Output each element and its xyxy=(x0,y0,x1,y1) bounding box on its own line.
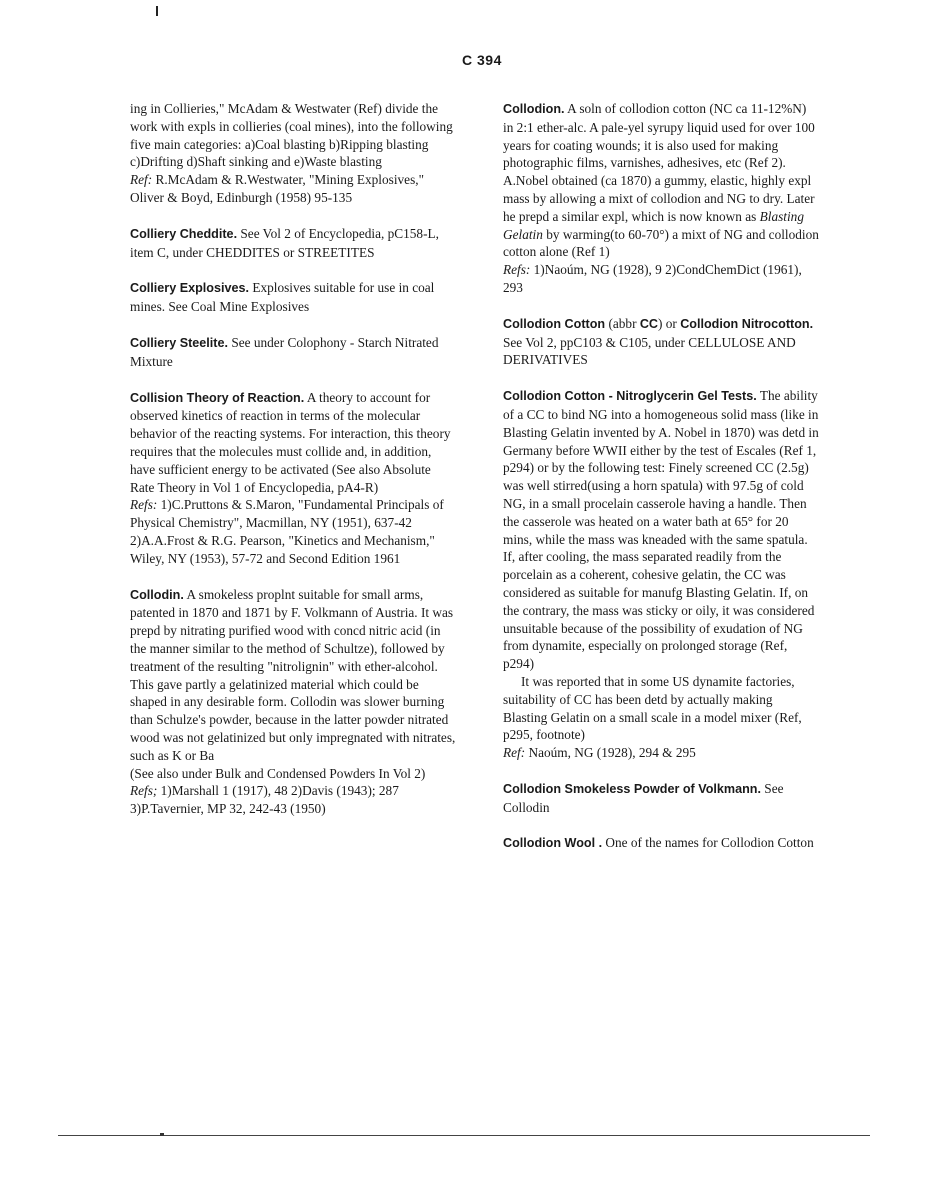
entry-term: Colliery Explosives. xyxy=(130,281,249,296)
entry-collodin xyxy=(130,586,456,818)
entry-colliery-explosives xyxy=(130,279,456,316)
refs-text: 1)Naoúm, NG (1928), 9 2)CondChemDict (1961), 293 xyxy=(503,262,802,295)
entry-text: See Collodin xyxy=(503,780,784,815)
refs-label: Refs: xyxy=(503,262,531,278)
entry-collodion-wool xyxy=(503,834,819,853)
entry-text: See Vol 2, ppC103 & C105, under CELLULOSE AND DERIVATIVES xyxy=(503,334,796,368)
entry-text: ing in Collieries," McAdam & Westwater (Ref) divide the work with expls in collieries (coal mines), into the following five main categories: a)Coal blasting b)Ripping blasting c)Drifting d)Shaft sinking and e)Waste blasting xyxy=(130,101,453,170)
entry-text: ) or xyxy=(658,315,681,331)
entry-text: A theory to account for observed kinetics of reaction in terms of the molecular behavior of the reacting systems. For interaction, this theory requires that the molecules must collide and, in addition, have sufficient energy to be activated (See also Absolute Rate Theory in Vol 1 of Encyclopedia, pA4-R) xyxy=(130,389,451,495)
entry-term: Collodion Smokeless Powder of Volkmann. xyxy=(503,781,761,796)
entry-term: Collodion Cotton xyxy=(503,316,606,331)
refs-text: R.McAdam & R.Westwater, "Mining Explosives," Oliver & Boyd, Edinburgh (1958) 95-135 xyxy=(130,172,424,205)
entry-text: See Vol 2 of Encyclopedia, pC158-L, item C, under CHEDDITES or STREETITES xyxy=(130,225,439,260)
entry-text-continued: by warming(to 60-70°) a mixt of NG and collodion cotton alone (Ref 1) xyxy=(503,226,819,260)
entry-gel-tests xyxy=(503,387,819,762)
entry-smokeless-powder xyxy=(503,780,819,817)
italic-term: Blasting Gelatin xyxy=(503,208,804,242)
entry-text: (abbr xyxy=(605,315,640,331)
margin-mark xyxy=(156,6,158,16)
entry-term-alt: Collodion Nitrocotton. xyxy=(680,316,814,331)
entry-collision-theory xyxy=(130,389,456,568)
entry-term: Colliery Steelite. xyxy=(130,335,228,350)
entry-term: Colliery Cheddite. xyxy=(130,226,238,241)
entry-text: A soln of collodion cotton (NC ca 11-12%N) in 2:1 ether-alc. A pale-yel syrupy liquid used for over 100 years for coating wounds; it is also used for making photographic films, varnishes, adhesives, etc (Ref 2). A.Nobel obtained (ca 1870) a gummy, elastic, highly expl mass by allowing a mixt of collodion and NG to dry. Later he prepd a similar expl, which is now known as xyxy=(503,101,815,224)
refs-label: Refs: xyxy=(130,497,158,513)
page-number: C 394 xyxy=(462,52,502,68)
see-also-text: (See also under Bulk and Condensed Powders In Vol 2) xyxy=(130,765,426,781)
footer-mark xyxy=(160,1133,164,1136)
entry-term: Collodion. xyxy=(503,102,565,116)
refs-label: Ref: xyxy=(130,172,153,188)
refs-label: Ref: xyxy=(503,745,526,761)
refs-label: Refs; xyxy=(130,783,158,799)
entry-text: See under Colophony - Starch Nitrated Mixture xyxy=(130,334,439,369)
entry-text: Explosives suitable for use in coal mines. See Coal Mine Explosives xyxy=(130,280,435,315)
entry-colliery-steelite xyxy=(130,334,456,371)
abbr-term: CC xyxy=(639,316,659,331)
entry-text: The ability of a CC to bind NG into a homogeneous solid mass (like in Blasting Gelatin invented by A. Nobel in 1870) was detd in Germany before WWII either by the test of Escales (Ref 1, p294) or by the following test: Finely screened CC (2.5g) was well stirred(using a horn spatula) with 97.5g of cold NG, in a small procelain casserole having a handle. Then the casserole was heated on a water bath at 65° for 20 mins, while the mass was kneaded with the same spatula. If, after cooling, the mass separated readily from the porcelain as a coherent, cohesive gelatin, the CC was considered as suitable for manufg Blasting Gelatin. If, on the contrary, the mass was sticky or oily, it was considered unsuitable because of the possibility of exudation of NG from dynamite, especially on prolonged storage (Ref, p294) xyxy=(503,388,819,672)
entry-text: One of the names for Collodion Cotton xyxy=(602,835,814,851)
entry-term: Collodion Wool . xyxy=(503,836,603,851)
entry-term: Collodin. xyxy=(130,587,184,602)
refs-text: 1)Marshall 1 (1917), 48 2)Davis (1943); 287 3)P.Tavernier, MP 32, 242-43 (1950) xyxy=(130,783,399,817)
refs-text: 1)C.Pruttons & S.Maron, "Fundamental Principals of Physical Chemistry", Macmillan, NY (1951), 637-42 2)A.A.Frost & R.G. Pearson, "Kinetics and Mechanism," Wiley, NY (1953), 57-72 and Second Edition 1961 xyxy=(130,497,444,566)
entry-collodion xyxy=(503,100,819,297)
right-column xyxy=(503,100,819,871)
entry-text: A smokeless proplnt suitable for small arms, patented in 1870 and 1871 by F. Volkmann of Austria. It was prepd by nitrating purified wood with concd nitric acid (in the manner similar to the method of Schultze), followed by treatment of the resulting "nitrolignin" with ether-alcohol. This gave partly a gelatinized material which could be shaped in any desirable form. Collodin was slower burning than Schulze's powder, because in the latter powder nitrated wood was not gelatinized but only impregnated with nitrates, such as K or Ba xyxy=(130,586,456,763)
footer-rule xyxy=(58,1135,870,1136)
entry-term: Collision Theory of Reaction. xyxy=(130,390,305,405)
left-column xyxy=(130,100,456,836)
entry-colliery-cheddite xyxy=(130,225,456,262)
entry-colliery-intro xyxy=(130,100,456,207)
entry-term: Collodion Cotton - Nitroglycerin Gel Tests. xyxy=(503,389,757,404)
refs-text: Naoúm, NG (1928), 294 & 295 xyxy=(525,745,696,761)
entry-paragraph: It was reported that in some US dynamite factories, suitability of CC has been detd by actually making Blasting Gelatin on a small scale in a model mixer (Ref, p295, footnote) xyxy=(503,673,802,743)
entry-collodion-cotton xyxy=(503,315,819,369)
